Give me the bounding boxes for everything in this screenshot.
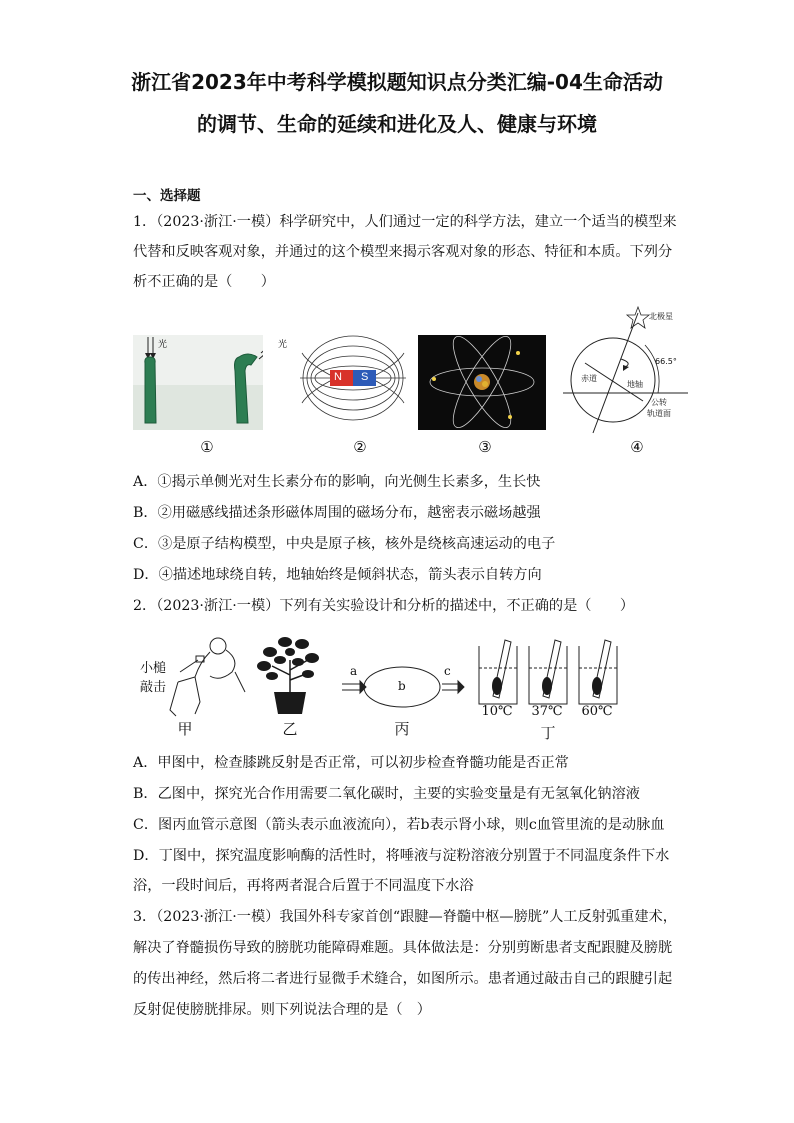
figure-atom-model xyxy=(418,335,546,430)
magnet-n-label: N xyxy=(334,371,342,383)
q2-stem: 2．（2023·浙江·一模）下列有关实验设计和分析的描述中，不正确的是（ ） xyxy=(133,598,635,614)
light-label-left: 光 xyxy=(158,340,168,350)
temp-60: 60℃ xyxy=(581,704,613,719)
vessel-label-c: c xyxy=(444,664,451,678)
angle-label: 66.5° xyxy=(655,357,677,366)
figure-magnet-field xyxy=(298,333,408,433)
q2-option-c: C．图丙血管示意图（箭头表示血液流向），若b表示肾小球，则c血管里流的是动脉血 xyxy=(133,817,665,833)
q2-option-a: A．甲图中，检查膝跳反射是否正常，可以初步检查脊髓功能是否正常 xyxy=(133,755,569,771)
figure-beakers xyxy=(475,634,625,709)
doc-title-line1: 浙江省2023年中考科学模拟题知识点分类汇编-04生命活动 xyxy=(131,70,663,94)
section-heading: 一、选择题 xyxy=(133,188,201,204)
hammer-label-1: 小槌 xyxy=(140,661,167,676)
label-bing: 丙 xyxy=(394,720,410,738)
figure-knee-reflex xyxy=(140,632,250,722)
polaris-label: 北极星 xyxy=(649,312,673,321)
q3-stem-line1: 3．（2023·浙江·一模）我国外科专家首创“跟腱—脊髓中枢—膀胱”人工反射弧重建术， xyxy=(133,909,677,925)
q3-stem-line3: 的传出神经，然后将二者进行显微手术缝合，如图所示。患者通过敲击自己的跟腱引起 xyxy=(133,971,673,987)
q3-stem-line2: 解决了脊髓损伤导致的膀胱功能障碍难题。具体做法是：分别剪断患者支配跟腱及膀胱 xyxy=(133,940,673,956)
temp-37: 37℃ xyxy=(531,704,563,719)
vessel-label-a: a xyxy=(350,664,358,678)
equator-label: 赤道 xyxy=(581,374,597,383)
q1-option-b: B．②用磁感线描述条形磁体周围的磁场分布，越密表示磁场越强 xyxy=(133,505,541,521)
q1-stem-line3: 析不正确的是（ ） xyxy=(133,274,275,290)
figure-phototropism xyxy=(133,335,288,430)
magnet-s-label: S xyxy=(361,371,369,383)
orbit-label-line2: 轨道面 xyxy=(647,409,671,418)
fig-label-3: ③ xyxy=(478,438,492,456)
q1-option-d: D．④描述地球绕自转，地轴始终是倾斜状态，箭头表示自转方向 xyxy=(133,567,542,583)
vessel-label-b: b xyxy=(398,679,406,693)
doc-title-line2: 的调节、生命的延续和进化及人、健康与环境 xyxy=(197,112,597,136)
q2-option-d-line2: 浴，一段时间后，再将两者混合后置于不同温度下水浴 xyxy=(133,878,474,894)
hammer-label-2: 敲击 xyxy=(140,680,167,695)
fig-label-4: ④ xyxy=(630,438,644,456)
q2-option-d-line1: D．丁图中，探究温度影响酶的活性时，将唾液与淀粉溶液分别置于不同温度条件下水 xyxy=(133,848,670,864)
figure-potted-plant xyxy=(250,630,330,715)
figure-earth-axis xyxy=(563,305,693,435)
fig-label-1: ① xyxy=(200,438,214,456)
label-ding: 丁 xyxy=(540,724,556,742)
q3-stem-line4: 反射促使膀胱排尿。则下列说法合理的是（ ） xyxy=(133,1002,431,1018)
figure-blood-vessel xyxy=(340,662,465,717)
label-yi: 乙 xyxy=(282,720,298,738)
axis-label: 地轴 xyxy=(627,380,643,389)
q1-option-c: C．③是原子结构模型，中央是原子核，核外是绕核高速运动的电子 xyxy=(133,536,556,552)
label-jia: 甲 xyxy=(177,720,193,738)
q1-option-a: A．①揭示单侧光对生长素分布的影响，向光侧生长素多，生长快 xyxy=(133,474,541,490)
fig-label-2: ② xyxy=(353,438,367,456)
q1-stem-line2: 代替和反映客观对象，并通过的这个模型来揭示客观对象的形态、特征和本质。下列分 xyxy=(133,244,673,260)
q1-stem-line1: 1．（2023·浙江·一模）科学研究中，人们通过一定的科学方法，建立一个适当的模型来 xyxy=(133,214,677,230)
orbit-label-line1: 公转 xyxy=(651,398,667,407)
temp-10: 10℃ xyxy=(481,704,513,719)
q2-option-b: B．乙图中，探究光合作用需要二氧化碳时，主要的实验变量是有无氢氧化钠溶液 xyxy=(133,786,640,802)
light-label-right: 光 xyxy=(278,340,288,350)
